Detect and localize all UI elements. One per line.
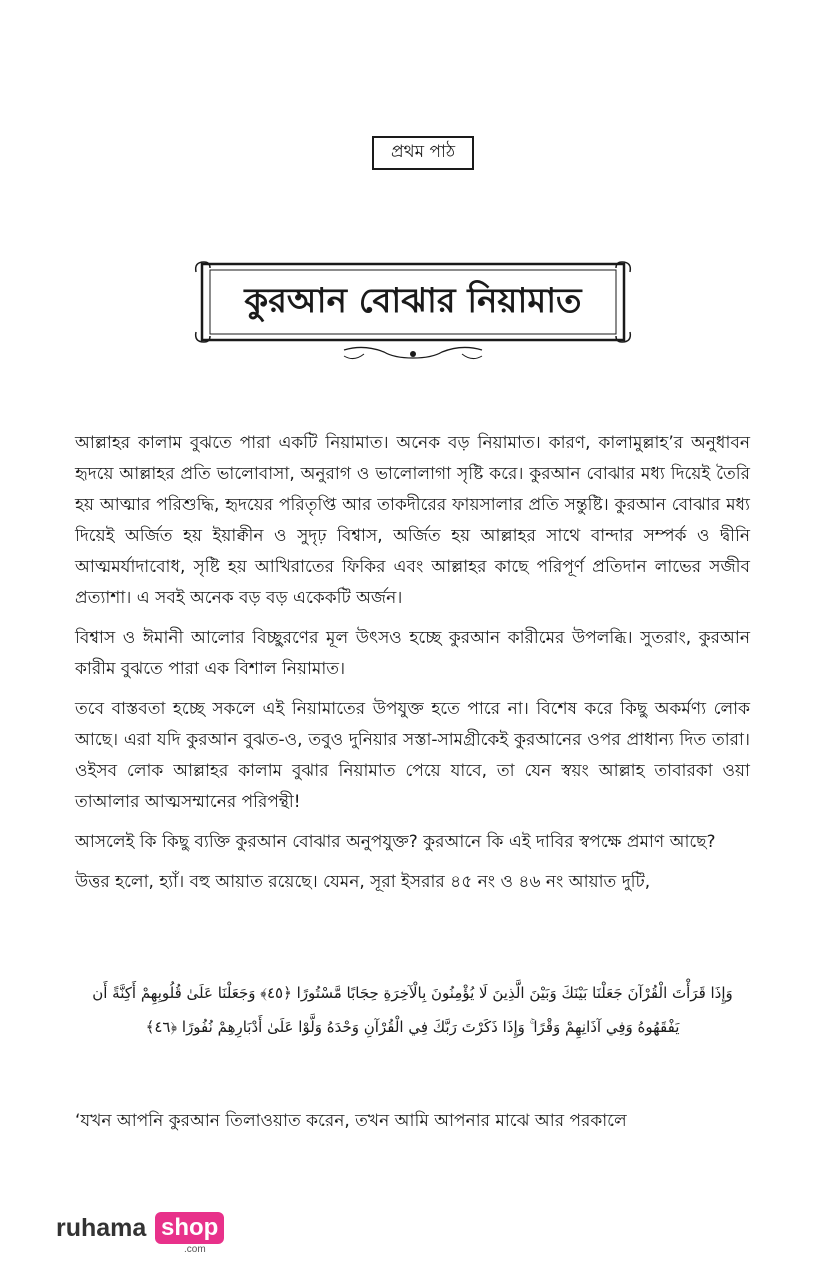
logo-shop-badge: shop	[155, 1212, 224, 1244]
body-text	[75, 428, 750, 907]
verse-translation: ‘যখন আপনি কুরআন তিলাওয়াত করেন, তখন আমি আপনার মাঝে আর পরকালে	[75, 1111, 627, 1131]
paragraph: আল্লাহর কালাম বুঝতে পারা একটি নিয়ামাত। অনেক বড় নিয়ামাত। কারণ, কালামুল্লাহ’র অনুধাবন হৃদয়ে আল্লাহর প্রতি ভালোবাসা, অনুরাগ ও ভালোলাগা সৃষ্টি করে। কুরআন বোঝার মধ্য দিয়েই তৈরি হয় আত্মার পরিশুদ্ধি, হৃদয়ের পরিতৃপ্তি আর তাকদীরের ফায়সালার প্রতি সন্তুষ্টি। কুরআন বোঝার মধ্য দিয়েই অর্জিত হয় ইয়াক্বীন ও সুদৃঢ় বিশ্বাস, অর্জিত হয় আল্লাহর সাথে বান্দার সম্পর্ক ও দ্বীনি আত্মমর্যাদাবোধ, সৃষ্টি হয় আখিরাতের ফিকির এবং আল্লাহর কাছে পরিপূর্ণ প্রতিদান লাভের সজীব প্রত্যাশা। এ সবই অনেক বড় বড় একেকটি অর্জন।	[75, 433, 750, 608]
chapter-title-frame	[194, 258, 632, 368]
paragraph: উত্তর হলো, হ্যাঁ। বহু আয়াত রয়েছে। যেমন, সূরা ইসরার ৪৫ নং ও ৪৬ নং আয়াত দুটি,	[75, 872, 651, 892]
chapter-label: প্রথম পাঠ	[372, 136, 474, 170]
paragraph: আসলেই কি কিছু ব্যক্তি কুরআন বোঝার অনুপযুক্ত? কুরআনে কি এই দাবির স্বপক্ষে প্রমাণ আছে?	[75, 832, 716, 852]
logo-domain: .com	[184, 1244, 206, 1255]
chapter-title: কুরআন বোঝার নিয়ামাত	[244, 280, 582, 321]
paragraph: বিশ্বাস ও ঈমানী আলোর বিচ্ছুরণের মূল উৎসও হচ্ছে কুরআন কারীমের উপলব্ধি। সুতরাং, কুরআন কারীম বুঝতে পারা এক বিশাল নিয়ামাত।	[75, 628, 750, 679]
arabic-verse: وَإِذَا قَرَأْتَ الْقُرْآنَ جَعَلْنَا بَيْنَكَ وَبَيْنَ الَّذِينَ لَا يُؤْمِنُونَ بِالْآخِرَةِ حِجَابًا مَّسْتُورًا ﴿٤٥﴾ وَجَعَلْنَا عَلَىٰ قُلُوبِهِمْ أَكِنَّةً أَن يَفْقَهُوهُ وَفِي آذَانِهِمْ وَقْرًا ۚ وَإِذَا ذَكَرْتَ رَبَّكَ فِي الْقُرْآنِ وَحْدَهُ وَلَّوْا عَلَىٰ أَدْبَارِهِمْ نُفُورًا ﴿٤٦﴾	[92, 984, 733, 1036]
paragraph: তবে বাস্তবতা হচ্ছে সকলে এই নিয়ামাতের উপযুক্ত হতে পারে না। বিশেষ করে কিছু অকর্মণ্য লোক আছে। এরা যদি কুরআন বুঝত-ও, তবুও দুনিয়ার সস্তা-সামগ্রীকেই কুরআনের ওপর প্রাধান্য দিত তারা। ওইসব লোক আল্লাহর কালাম বুঝার নিয়ামাত পেয়ে যাবে, তা যেন স্বয়ং আল্লাহ তাবারকা ওয়া তাআলার আত্মসম্মানের পরিপন্থী!	[75, 699, 750, 812]
logo-ruhama-text: ruhama	[56, 1214, 147, 1242]
